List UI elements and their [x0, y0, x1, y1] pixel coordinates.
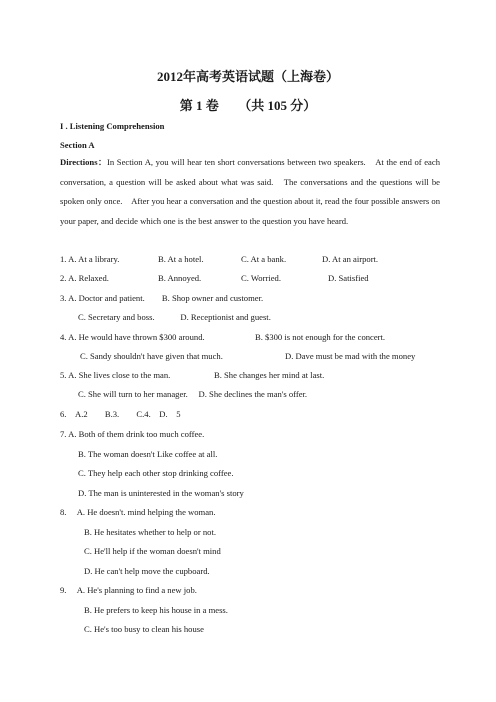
q3-line-ab: 3. A. Doctor and patient. B. Shop owner and customer. — [60, 293, 264, 303]
q4-option-b: B. $300 is not enough for the concert. — [255, 332, 386, 342]
q9-option-c: C. He's too busy to clean his house — [84, 624, 204, 634]
q3-line-cd: C. Secretary and boss. D. Receptionist and guest. — [78, 312, 271, 322]
q8-option-a: 8. A. He doesn't. mind helping the woman. — [60, 507, 216, 517]
q7-option-c: C. They help each other stop drinking coffee. — [78, 468, 234, 478]
q1-option-c: C. At a bank. — [241, 254, 287, 264]
q7-option-a: 7. A. Both of them drink too much coffee. — [60, 429, 205, 439]
q2-option-b: B. Annoyed. — [158, 273, 202, 283]
paper-subtitle: 第 1 卷 （共 105 分） — [179, 98, 317, 113]
q2-option-d: D. Satisfied — [328, 273, 369, 283]
q2-option-c: C. Worried. — [241, 273, 281, 283]
q9-option-a: 9. A. He's planning to find a new job. — [60, 585, 197, 595]
question-6: 6. A.2 B.3. C.4. D. 5 — [60, 409, 181, 419]
q1-option-b: B. At a hotel. — [158, 254, 204, 264]
q5-option-b: B. She changes her mind at last. — [214, 370, 325, 380]
q4-option-c: C. Sandy shouldn't have given that much. — [80, 351, 223, 361]
page-title: 2012年高考英语试题（上海卷） — [156, 69, 339, 84]
directions-paragraph — [60, 153, 440, 231]
q4-option-d: D. Dave must be mad with the money — [285, 351, 416, 361]
q4-option-a: 4. A. He would have thrown $300 around. — [60, 332, 205, 342]
q8-option-b: B. He hesitates whether to help or not. — [84, 527, 216, 537]
q2-option-a: 2. A. Relaxed. — [60, 273, 109, 283]
q5-option-a: 5. A. She lives close to the man. — [60, 370, 171, 380]
q7-option-b: B. The woman doesn't Like coffee at all. — [78, 449, 218, 459]
q5-line-cd: C. She will turn to her manager. D. She declines the man's offer. — [78, 389, 308, 399]
q1-option-a: 1. A. At a library. — [60, 254, 120, 264]
q8-option-d: D. He can't help move the cupboard. — [84, 566, 210, 576]
directions-label: Directions： — [60, 157, 108, 167]
q7-option-d: D. The man is uninterested in the woman's story — [78, 488, 244, 498]
q8-option-c: C. He'll help if the woman doesn't mind — [84, 546, 221, 556]
q1-option-d: D. At an airport. — [322, 254, 379, 264]
section-heading: Section A — [60, 140, 95, 150]
directions-text: In Section A, you will hear ten short conversations between two speakers. At the end of each conversation, a question will be asked about what was said. The conversations and the questions will be spoken only once. After you hear a conversation and the question about it, read the four possible answers on your paper, and decide which one is the best answer to the question you have heard. — [60, 157, 440, 226]
part-heading: I . Listening Comprehension — [60, 121, 165, 131]
q9-option-b: B. He prefers to keep his house in a mess. — [84, 605, 228, 615]
